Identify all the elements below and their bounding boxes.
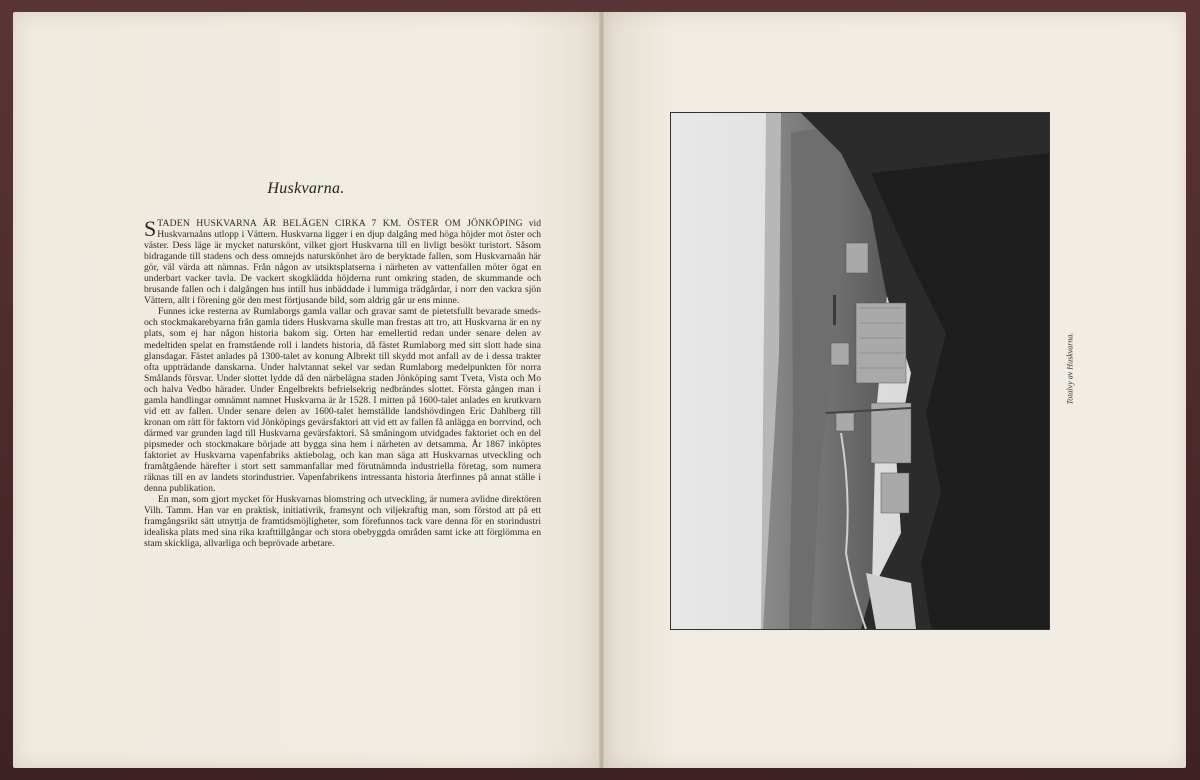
paragraph-2: Funnes icke resterna av Rumlaborgs gamla vallar och gravar samt de pietetsfullt bevarade smeds- och stockmakarebyarna från gamla tiders Huskvarna skulle man frestas att tro, att Huskvarna är en ny plats, som ej har någon historia bakom sig. Orten har emellertid redan under senare delen av medeltiden spelat en framstående roll i landets historia, då fästet Rumlaborg med sitt slott hade sina glansdagar. Fästet anlades på 1300-talet av konung Albrekt till skydd mot anfall av de i dessa trakter ofta uppträdande danskarna. Under halvtannat sekel var sedan Rumlaborg medelpunkten för norra Smålands försvar. Under slottet lydde då den närbelägna staden Jönköping samt Tveta, Vista och Mo och halva Vedbo härader. Under Engelbrekts befrielsekrig nedbrändes slottet. Första gången man i gamla handlingar omnämnt namnet Huskvarna är år 1528. I mitten på 1600-talet anlades en krutkvarn vid ett av fallen. Under senare delen av 1600-talet hemställde landshövdingen Eric Dahlberg till kronan om rätt för faktorn vid Jönköpings gevärsfaktori att vid ett av fallen få anlägga en borrvind, och därmed var grunden lagd till Huskvarna gevärsfaktori. Så småningom utvidgades faktoriet och en del pipsmeder och stockmakare började att bygga sina hem i närheten av detsamma. År 1867 inköptes faktoriet av Huskvarna vapenfabriks aktiebolag, och kan man säga att Huskvarnas utveckling och framåtgående härefter i stort sett sammanfallar med förutnämnda industriella företag, som numera räknas till en av landets storindustrier. Vapenfabrikens intressanta historia återfinnes på annat ställe i denna publikation. <box>144 306 541 495</box>
photo-caption: Totalvy av Huskvarna. <box>1065 332 1075 405</box>
left-page <box>13 12 599 768</box>
paragraph-1 <box>144 218 541 306</box>
paragraph-1-text: vid Huskvarnaåns utlopp i Vättern. Huskvarna ligger i en djup dalgång med höga höjder mot öster och väster. Dess läge är mycket naturskönt, vilket gjort Huskvarna till en livligt besökt turistort. Såsom bidragande till stadens och dess omnejds naturskönhet äro de beryktade fallen, som Huskvarnaån här gör, väl värda att nämnas. Från någon av utsiktsplatserna i närheten av vattenfallen möter ögat en underbart vacker tavla. De vackert skogklädda höjderna runt omkring staden, de skummande och brusande fallen och i dalgången hus intill hus inbäddade i lummiga trädgårdar, i norr den vackra sjön Vättern, allt i förening gör den mest förtjusande bild, som aldrig går ur ens minne. <box>144 218 541 307</box>
body-text <box>144 218 541 549</box>
page-title: Huskvarna. <box>267 180 345 197</box>
drop-cap: S <box>144 216 157 241</box>
town-panorama-photo <box>670 112 1050 630</box>
paragraph-3: En man, som gjort mycket för Huskvarnas blomstring och utveckling, är numera avlidne direktören Vilh. Tamm. Han var en praktisk, initiativrik, framsynt och viljekraftig man, som förstod att på ett framgångsrikt sätt utnyttja de framtidsmöjligheter, som förefunnos tack vare denna för en storindustri idealiska plats med sina rika krafttillgångar och stora obebyggda områden samt icke att förglömma en stam skickliga, allvarliga och beprövade arbetare. <box>144 494 541 550</box>
opening-caps: TADEN HUSKVARNA ÄR BELÄGEN CIRKA 7 KM. ÖSTER OM JÖNKÖPING <box>157 218 523 229</box>
